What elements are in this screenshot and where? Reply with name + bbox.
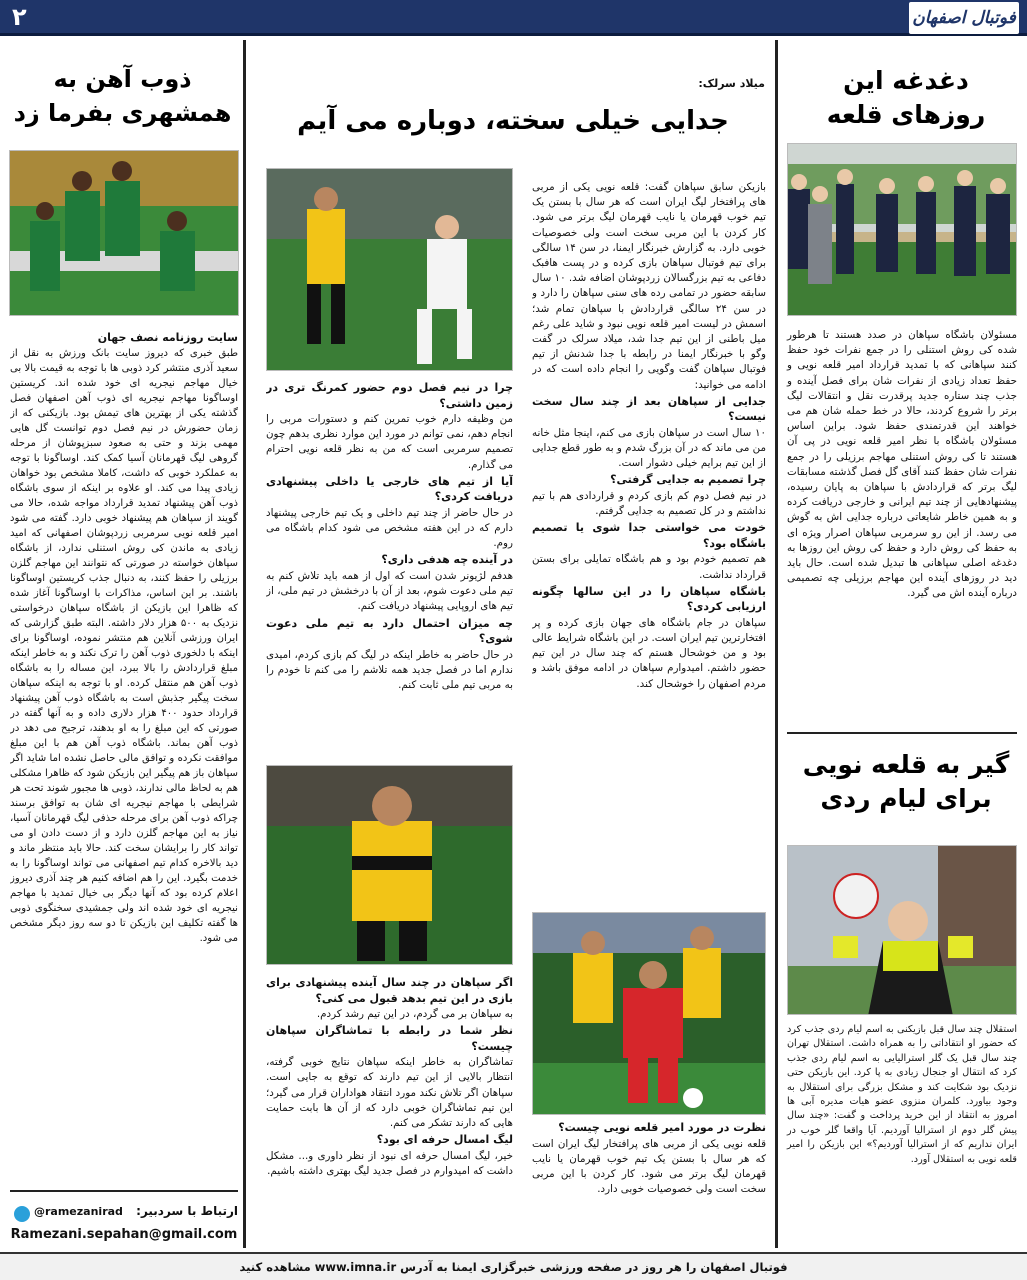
contact-divider (10, 1190, 238, 1192)
answer: ۱۰ سال است در سپاهان بازی می کنم، اینجا مثل خانه من می ماند که در آن بزرگ شدم و به طور قطع جدایی از این تیم برایم خیلی دشوار است. (532, 426, 766, 470)
question: باشگاه سپاهان را در این سالها چگونه ارزیابی کردی؟ (532, 584, 766, 614)
interview-column-left (266, 380, 513, 760)
answer: من وظیفه دارم خوب تمرین کنم و دستورات مربی را انجام دهم، نمی توانم در مورد این موارد نظری بدهم چون تصمیم سرمربی است که من به نظر قلعه نویی احترام می گذارم. (266, 413, 513, 471)
interview-intro: بازیکن سابق سپاهان گفت: قلعه نویی یکی از مربی های پرافتخار لیگ ایران است که هر سال با بستن یک تیم خوب قهرمان یا نایب قهرمان لیگ برتر می شود. کار کردن با این مربی سخت است ولی خصوصیات خوبی دارد. به گزارش خبرنگار ایمنا، در سن ۱۴ سالگی برای تیم فوتبال سپاهان بازی کرده و در پست هافبک دفاعی به تیم بزرگسالان زردپوشان اضافه شد. ۱۰ سال سابقه حضور در تمامی رده های سنی سپاهان را دارد و در سن ۲۴ سالگی قراردادش با سپاهان تمام شد؛ اسمش در لیست امیر قلعه نویی نبود و شاید علی رغم میل باطنی از این تیم جدا شد، میلاد سرلک در گفت وگو با خبرنگار ایمنا در رابطه با جدا شدنش از تیم فوتبال سپاهان گفت وگویی را انجام داده است که در ادامه می خوانید: (532, 181, 766, 391)
article-body: مسئولان باشگاه سپاهان در صدد هستند تا هرطور شده کی روش استنلی را در جمع نفرات خود حفظ کنند سپاهانی که با تمدید قرارداد امیر قلعه نویی و حفظ تعداد زیادی از نفرات شان برای فصل آینده و جذب چند ستاره جدید پرقدرت نقل و انتقالات لیگ برتر را شروع کردند، حالا در خط حمله شان هم می خواهند این قدرتمندی حفظ شود. براین اساس مسئولان باشگاه با نظر امیر قلعه نویی در پی آن هستند تا کی روش استنلی مهاجم برزیلی را در جمع نفرات شان حفظ کنند آقای گل فصل گذشته مسابقات لیگ برتر که قراردادش با سپاهان به پایان رسیده، پیشنهادهایی از چند تیم ایرانی و خارجی دریافت کرده و به همین خاطر شایعاتی درباره جدایی اش به گوش می رسد. از این رو سرمربی سپاهان اصرار ویژه ای به حفظ کی روش دارد و حفظ کی روش این روزها به دغدغه اصلی سپاهانی ها تبدیل شده است. حال باید دید در روزهای آینده این مهاجم برزیلی چه تصمیمی درباره آینده اش می گیرد. (787, 329, 1017, 600)
page-footer: فوتبال اصفهان را هر روز در صفحه ورزشی خبرگزاری ایمنا به آدرس www.imna.ir مشاهده کنید (0, 1252, 1027, 1280)
page-number: ۲ (12, 3, 27, 31)
zob-subhead: سایت روزنامه نصف جهان (97, 331, 238, 344)
article-title: دغدغه این روزهای قلعه (826, 66, 986, 129)
question: چرا در نیم فصل دوم حضور کمرنگ تری در زمین داشتی؟ (266, 381, 513, 410)
interview-column-right (532, 180, 766, 908)
answer: هم تصمیم خودم بود و هم باشگاه تمایلی برای بستن قرارداد نداشت. (532, 553, 766, 581)
interview-column-left-end (266, 975, 513, 1250)
goalkeeper-photo (787, 845, 1017, 1015)
telegram-icon (14, 1206, 30, 1222)
question: آیا از تیم های خارجی یا داخلی پیشنهادی دریافت کردی؟ (266, 474, 513, 504)
interview-column-right-end (532, 1120, 766, 1248)
newspaper-logo: فوتبال اصفهان (909, 2, 1019, 34)
question: نظر شما در رابطه با تماشاگران سپاهان چیست؟ (266, 1024, 513, 1053)
answer: تماشاگران به خاطر اینکه سپاهان نتایج خوبی گرفته، انتظار بالایی از این تیم دارند که توقع به جایی است. سپاهان اگر تلاش نکند مورد انتقاد هواداران قرار می گیرد؛ این تیم تماشاگران خوبی دارد که از آن ها بابت حمایت هایی که دارند تشکر می کنم. (266, 1056, 513, 1130)
question: لیگ امسال حرفه ای بود؟ (376, 1133, 513, 1147)
question: چرا تصمیم به جدایی گرفتی؟ (610, 473, 766, 487)
answer: در حال حاضر از چند تیم داخلی و یک تیم خارجی پیشنهاد دارم که در این هفته مشخص می شود کدام باشگاه می روم. (266, 506, 513, 550)
contact-label: ارتباط با سردبیر: (136, 1204, 238, 1218)
byline: میلاد سرلک: (698, 77, 765, 90)
answer: در حال حاضر به خاطر اینکه در لیگ کم بازی کردم، امیدی ندارم اما در فصل جدید همه تلاشم را می کنم تا خودم را به مربی تیم ملی ثابت کنم. (266, 648, 513, 691)
answer: به سپاهان بر می گردم، در این تیم رشد کردم. (316, 1008, 513, 1020)
question: جدایی از سپاهان بعد از چند سال سخت نیست؟ (532, 394, 766, 424)
zob-ahan-photo (9, 150, 239, 316)
question: چه میزان احتمال دارد به تیم ملی دعوت شوی؟ (266, 616, 513, 646)
contact-email[interactable]: Ramezani.sepahan@gmail.com (10, 1227, 238, 1242)
answer: قلعه نویی یکی از مربی های پرافتخار لیگ ایران است که هر سال با بستن یک تیم خوب قهرمان یا نایب قهرمان لیگ برتر می شود. کار کردن با این مربی سخت است ولی خصوصیات خوبی دارد. (532, 1137, 766, 1196)
section-divider (787, 732, 1017, 734)
article-title-zob: ذوب آهن به همشهری بفرما زد (13, 65, 232, 127)
match-photo-red (532, 912, 766, 1115)
question: خودت می خواستی جدا شوی یا تصمیم باشگاه بود؟ (532, 521, 766, 550)
answer: هدفم لژیونر شدن است که اول از همه باید تلاش کنم به تیم ملی دعوت شوم، بعد از آن با درخشش در تیم ملی، از تیم های اروپایی پیشنهاد دریافت کنم. (266, 569, 513, 613)
answer: در نیم فصل دوم کم بازی کردم و قراردادی هم با تیم نداشتم و در کل تصمیم به جدایی گرفتم. (532, 489, 766, 518)
page-header (0, 0, 1027, 36)
question: نظرت در مورد امیر قلعه نویی چیست؟ (558, 1121, 766, 1134)
column-divider (243, 40, 246, 1248)
match-photo-sepahan (266, 168, 513, 371)
answer: خیر، لیگ امسال حرفه ای نبود از نظر داوری و... مشکل داشت که امیدوارم در فصل جدید لیگ بهتری داشته باشیم. (266, 1149, 513, 1177)
telegram-handle[interactable]: @ramezanirad (34, 1205, 123, 1218)
question: در آینده چه هدفی داری؟ (381, 553, 513, 567)
interview-title: جدایی خیلی سخته، دوباره می آیم (297, 106, 729, 136)
article-body-2: استقلال چند سال قبل بازیکنی به اسم لیام ردی جذب کرد که حضور او انتقاداتی را به همراه داشت. استقلال تهران چند سال قبل یک گلر استرالیایی به اسم لیام ردی جذب کرد که انتقال او جنجال زیادی به پا کرد. این بازیکن حتی نزدیک بود شکایت کند و مشکل بزرگی برای استقلال به وجود بیاورد. کلمران منزوی عضو هیات مدیره آبی ها امروز به انتقاد از این خرید پرداخت و گفت: «چند سال پیش گلر دوم از استرالیا آوردیم. آیا واقعا گلر خوب در ایران نداریم که از استرالیا آوردیم؟» این بازیکن را امیر قلعه نویی به استقلال آورد. (787, 1024, 1017, 1165)
article-title-2: گیر به قلعه نویی برای لیام ردی (802, 750, 1010, 813)
zob-article-body: طبق خبری که دیروز سایت بانک ورزش به نقل از سعید آذری منتشر کرد ذوبی ها با توجه به قیمت بالا بی خیال مهاجم نیجریه ای خود شده اند. کریستین اوساگونا مهاجم نیجریه ای ذوب آهن اصفهان فصل گذشته یکی از بهترین های تیمش بود. بازیکنی که از زمان حضورش در نیم فصل دوم توانست گل هایی مهمی بزند و حتی به صعود سبزپوشان از مرحله گروهی لیگ قهرمانان آسیا کمک کند. اوساگونا با توجه به عملکرد خوبی که داشت، کاملا مشخص بود خواهان زیادی پیدا می کند. او علاوه بر اینکه از سوی باشگاه ذوب آهن پیشنهاد تمدید قرارداد مواجه شده، حالا می گویند از سپاهان هم پیشنهاد خوبی دارد. گفته می شود امیر قلعه نویی سرمربی زردپوشان اصفهانی که امید زیادی به ماندن کی روش استنلی ندارد، از باشگاه سپاهان خواسته در صورتی که نتوانند این مهاجم گلزن برزیلی را حفظ کنند، به دنبال جذب کریستین اوساگونا باشند. بر این اساس، مذاکرات با اوساگونا آغاز شده که ظاهرا این بازیکن از باشگاه سپاهان درخواستی نزدیک به ۵۰۰ هزار دلار داشته. البته طبق گزارشی که ایران ورزشی آنلاین هم منتشر نموده، اوساگونا برای اینکه با دلخوری ذوب آهن را ترک نکند و به خاطر اینکه مبلغ قراردادش را بالا ببرد، این مساله را به باشگاه ذوب آهن هم منتقل کرده. او با توجه به اینکه سپاهان سخت پیگیر جذبش است به باشگاه ذوب آهن پیشنهاد قرارداد حدود ۴۰۰ هزار دلاری داده و به آنها گفته در صورتی که این مبلغ را به او بدهند، ترجیح می دهد در ذوب آهن بماند. باشگاه ذوب آهن هم با این مبلغ موافقت نکرده و توافق مالی حاصل نشده اما شاید اگر سپاهان باز هم پیگیر این بازیکن شود که ظاهرا مشکلی هم به لحاظ مالی ندارند، ذوبی ها مجبور شوند تحت هر شرایطی با مهاجم نیجریه ای شان به توافق برسند چراکه ذوب آهن برای مرحله حذفی لیگ قهرمانان آسیا، نیاز به این مهاجم گلزن دارد و از دست دادن او می تواند کار را برایشان سخت کند. حالا باید منتظر ماند و دید بالاخره کدام تیم اصفهانی می تواند اوساگونا را به خدمت بگیرد. این را هم اضافه کنیم هر چند آذری دیروز اعلام کرده بود که آنها دیگر بی خیال تمدید با مهاجم نیجریه ای خود شده اند ولی جمشیدی سخنگوی ذوبی ها گفته تکلیف این بازیکن تا دو سه روز دیگر مشخص می شود. (10, 348, 238, 944)
answer: سپاهان در جام باشگاه های جهان بازی کرده و پر افتخارترین تیم ایران است. در این باشگاه شرایط عالی بود و من خوشحال هستم که چند سال در این تیم حضور داشتم. امیدوارم سپاهان در ادامه موفق باشد و مردم اصفهان را خوشحال کند. (532, 616, 766, 690)
training-photo (787, 143, 1017, 316)
column-divider (775, 40, 778, 1248)
question: اگر سپاهان در چند سال آینده پیشنهادی برای بازی در این تیم بدهد قبول می کنی؟ (266, 976, 513, 1005)
player-photo (266, 765, 513, 965)
